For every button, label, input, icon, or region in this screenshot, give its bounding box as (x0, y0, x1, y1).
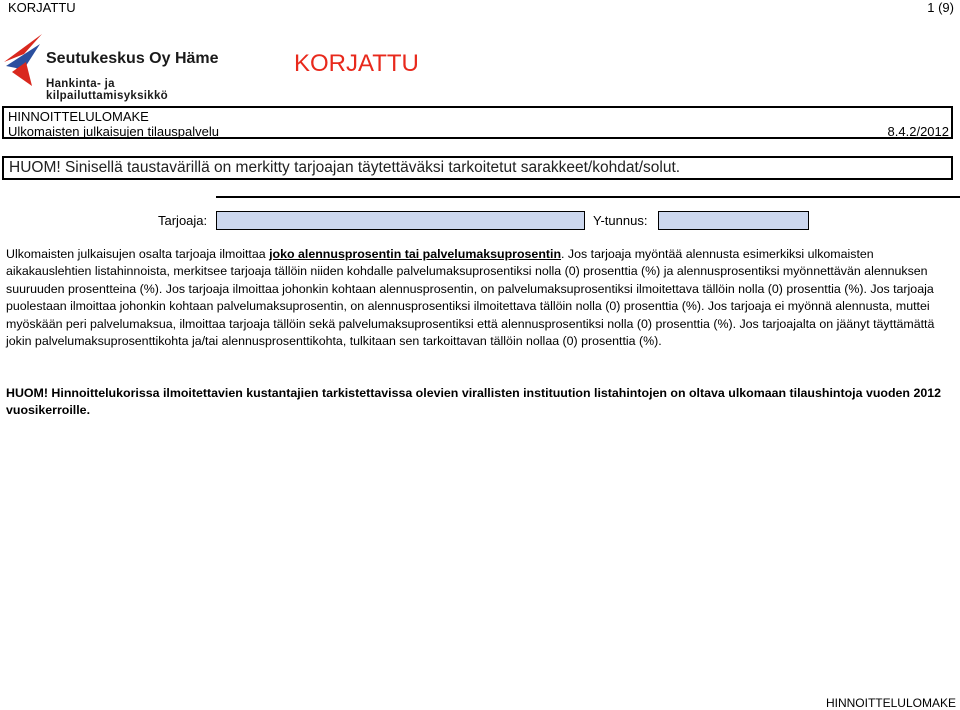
instructions-intro: Ulkomaisten julkaisujen osalta tarjoaja ilmoittaa (6, 247, 270, 261)
logo-subtitle: Hankinta- ja kilpailuttamisyksikkö (46, 78, 168, 102)
notice-text: HUOM! Sinisellä taustavärillä on merkitty tarjoajan täytettäväksi tarkoitetut sarakkeet/kohdat/solut. (9, 159, 681, 176)
page-number: 1 (9) (927, 0, 954, 15)
form-header-box (2, 106, 953, 139)
corrected-stamp: KORJATTU (294, 50, 419, 77)
instructions-rest: . Jos tarjoaja myöntää alennusta esimerkiksi ulkomaisten aikakauslehtien listahinnoista, merkitsee tarjoaja tällöin niiden kohdalle palvelumaksuprosentiksi nolla (0) prosenttia (%) ja alennusprosentiksi myönnettävän alennuksen suuruuden prosentteina (%). Jos tarjoaja ilmoittaa johonkin kohtaan alennusprosentin, on palvelumaksuprosentiksi ilmoitettava tällöin nolla (0) prosenttia (%). Jos tarjoaja puolestaan ilmoittaa johonkin kohtaan palvelumaksuprosentin, on alennusprosentiksi ilmoitettava tällöin nolla (0) prosenttia (%). Jos tarjoaja ei myönnä alennusta, muttei myöskään peri palvelumaksua, ilmoittaa tarjoaja tällöin sekä palvelumaksuprosentiksi että alennusprosentiksi nolla (0) prosenttia (%). Jos tarjoajalta on jäänyt täyttämättä jokin palvelumaksuprosenttikohta ja/tai alennusprosenttikohta, tulkitaan sen tarkoittavan tällöin nollaa (0) prosenttia (%). (6, 247, 935, 349)
logo-company-name: Seutukeskus Oy Häme (46, 50, 219, 67)
company-logo (2, 32, 238, 102)
form-title: HINNOITTELULOMAKE (8, 109, 149, 124)
form-subtitle: Ulkomaisten julkaisujen tilauspalvelu (8, 124, 219, 139)
form-date: 8.4.2/2012 (887, 124, 949, 139)
price-note: HUOM! Hinnoittelukorissa ilmoitettavien kustantajien tarkistettavissa olevien virallisten instituution listahintojen on oltava ulkomaan tilaushintoja vuoden 2012 vuosikerroille. (6, 386, 942, 418)
document-status: KORJATTU (8, 0, 76, 15)
instructions-paragraph (6, 246, 956, 350)
instructions-emphasis: joko alennusprosentin tai palvelumaksuprosentin (269, 247, 562, 261)
notice-banner (2, 156, 953, 180)
logo-emblem-icon (2, 32, 48, 88)
divider-line (216, 196, 960, 198)
tarjoaja-input[interactable] (216, 211, 585, 230)
ytunnus-input[interactable] (658, 211, 809, 230)
tarjoaja-label: Tarjoaja: (158, 213, 208, 228)
ytunnus-label: Y-tunnus: (593, 213, 648, 228)
footer-label: HINNOITTELULOMAKE (825, 696, 956, 710)
